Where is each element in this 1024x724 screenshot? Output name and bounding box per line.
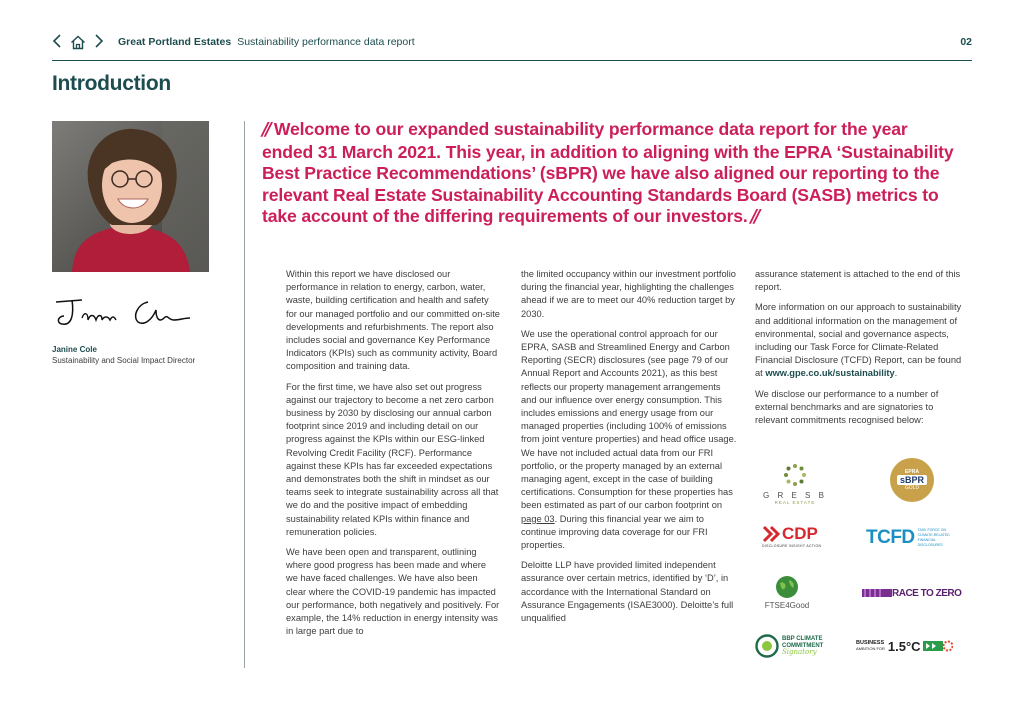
top-nav-bar (52, 32, 972, 52)
epra-label: EPRA (905, 469, 919, 475)
paragraph-text: . During this financial year we aim to continue improving data coverage for our FRI properties. (521, 513, 708, 551)
paragraph: For the first time, we have also set out progress against our trajectory to become a net zero carbon business by 2030 by disclosing our annual carbon footprint since 2019 and including detail on our progress against the KPIs within our ESG-linked Revolving Credit Facility (RCF). Performance against these KPIs has far exceeded expectations and demonstrates both the shift in mindset as our teams seek to integrate sustainability across all that we do and the positive impact of embedding sustainability related KPIs within finance and remuneration policies. (286, 381, 499, 537)
bbp-climate-commitment-logo (755, 632, 829, 660)
gresb-icon (783, 463, 807, 487)
cdp-name: CDP (782, 524, 818, 543)
cdp-logo (762, 522, 832, 550)
business-ambition-logo (856, 634, 968, 658)
paragraph-text: We use the operational control approach for our EPRA, SASB and Streamlined Energy and Carbon Reporting (SECR) disclosures (see page 79 of our Annual Report and Accounts 2021), as this best reflects our property management arrangements and our influence over energy consumption. This includes emissions and energy usage from our managed properties (including 100% of emissions from joint venture properties) and head office usage. We have not included actual data from our FRI portfolio, or the property managed by an external managing agent, except in the case of building certifications. Consumption for these properties has been estimated as part of our carbon footprint on (521, 328, 737, 511)
bbp-icon (755, 634, 779, 658)
cdp-icon (762, 525, 780, 543)
business-arrows-icon (923, 640, 953, 652)
gold-label: GOLD (904, 485, 920, 491)
bbp-line2: COMMITMENT (782, 642, 824, 649)
ftse4good-name: FTSE4Good (764, 600, 810, 610)
gresb-logo (760, 460, 830, 508)
bbp-line3: Signatory (782, 648, 817, 657)
paragraph: the limited occupancy within our investment portfolio during the financial year, highlighting the challenges ahead if we are to meet our 40% reduction target by 2030. (521, 269, 736, 319)
epra-sbpr-logo (890, 458, 934, 502)
paragraph: Deloitte LLP have provided limited independent assurance over certain metrics, identified by ‘D’, in accordance with the International Standard on Assurance Engagements (ISAE3000). Deloitte’s full unqualified (521, 560, 734, 624)
gresb-name: G R E S B (763, 491, 827, 500)
brand-name[interactable]: Great Portland Estates (118, 36, 232, 48)
quote-text: Welcome to our expanded sustainability performance data report for the year ended 31 March 2021. This year, in addition to aligning with the EPRA ‘Sustainability Best Practice Recommendations’ (sBPR) we have also aligned our reporting to the relevant Real Estate Sustainability Accounting Standards Board (SASB) metrics to take account of the differing requirements of our investors. (262, 119, 954, 226)
chevron-left-icon[interactable] (52, 34, 62, 51)
sbpr-label: sBPR (897, 475, 927, 485)
tcfd-logo (866, 526, 962, 550)
race-to-zero-name: RACE TO ZERO (892, 587, 962, 599)
paragraph: We have been open and transparent, outlining where good progress has been made and where we have faced challenges. We have also been clear where the COVID-19 pandemic has impacted our performance, both negatively and positively. For example, the 14% reduction in energy intensity was in large part due to (286, 547, 500, 637)
tcfd-sub: TASK FORCE ON CLIMATE-RELATED FINANCIAL DISCLOSURES (917, 528, 950, 547)
paragraph: assurance statement is attached to the end of this report. (755, 269, 961, 293)
globe-icon (775, 575, 799, 599)
business-line1: BUSINESS (856, 640, 885, 646)
header-divider (52, 60, 972, 61)
body-column-2 (521, 268, 737, 632)
open-quote-mark: // (262, 120, 269, 140)
tcfd-name: TCFD (866, 527, 915, 548)
paragraph: We disclose our performance to a number of external benchmarks and are signatories to relevant commitments recognised below: (755, 388, 939, 426)
home-icon[interactable] (70, 35, 86, 50)
sustainability-website-link[interactable]: www.gpe.co.uk/sustainability (765, 368, 895, 379)
race-to-zero-logo (862, 585, 962, 601)
page-03-link[interactable]: page 03 (521, 513, 555, 524)
body-column-3 (755, 268, 965, 434)
paragraph: Within this report we have disclosed our performance in relation to energy, carbon, water, waste, building certification and health and safety for our managed portfolio and our committed on-site developments and refurbishments. The report also includes social and governance Key Performance Indicators (KPIs) such as community activity, Board composition and training data. (286, 269, 500, 372)
body-column-1 (286, 268, 500, 645)
signature (52, 290, 192, 336)
ftse4good-logo (762, 572, 812, 612)
business-line2: AMBITION FOR (856, 646, 885, 651)
page-number: 02 (960, 36, 972, 48)
column-divider (244, 121, 245, 668)
paragraph-text: . (894, 368, 898, 379)
pull-quote (262, 119, 962, 229)
report-title: Sustainability performance data report (237, 36, 415, 48)
signatory-role: Sustainability and Social Impact Director (52, 356, 196, 365)
gresb-sub: REAL ESTATE (774, 500, 816, 505)
paragraph-text: More information on our approach to sustainability and additional information on the management of environmental, social and governance aspects, including our Task Force for Climate-Related Financial Disclosure (TCFD) Report, can be found at (755, 302, 962, 379)
paragraph (755, 301, 965, 380)
page-title: Introduction (52, 72, 171, 95)
close-quote-mark: // (750, 207, 758, 227)
bbp-line1: BBP CLIMATE (782, 636, 823, 643)
paragraph (521, 328, 737, 552)
portrait-photo (52, 121, 209, 272)
race-stripes-icon (862, 587, 892, 599)
cdp-sub: DISCLOSURE INSIGHT ACTION (762, 544, 822, 548)
signatory-name: Janine Cole (52, 345, 97, 354)
business-value: 1.5°C (887, 638, 921, 654)
chevron-right-icon[interactable] (94, 34, 104, 51)
